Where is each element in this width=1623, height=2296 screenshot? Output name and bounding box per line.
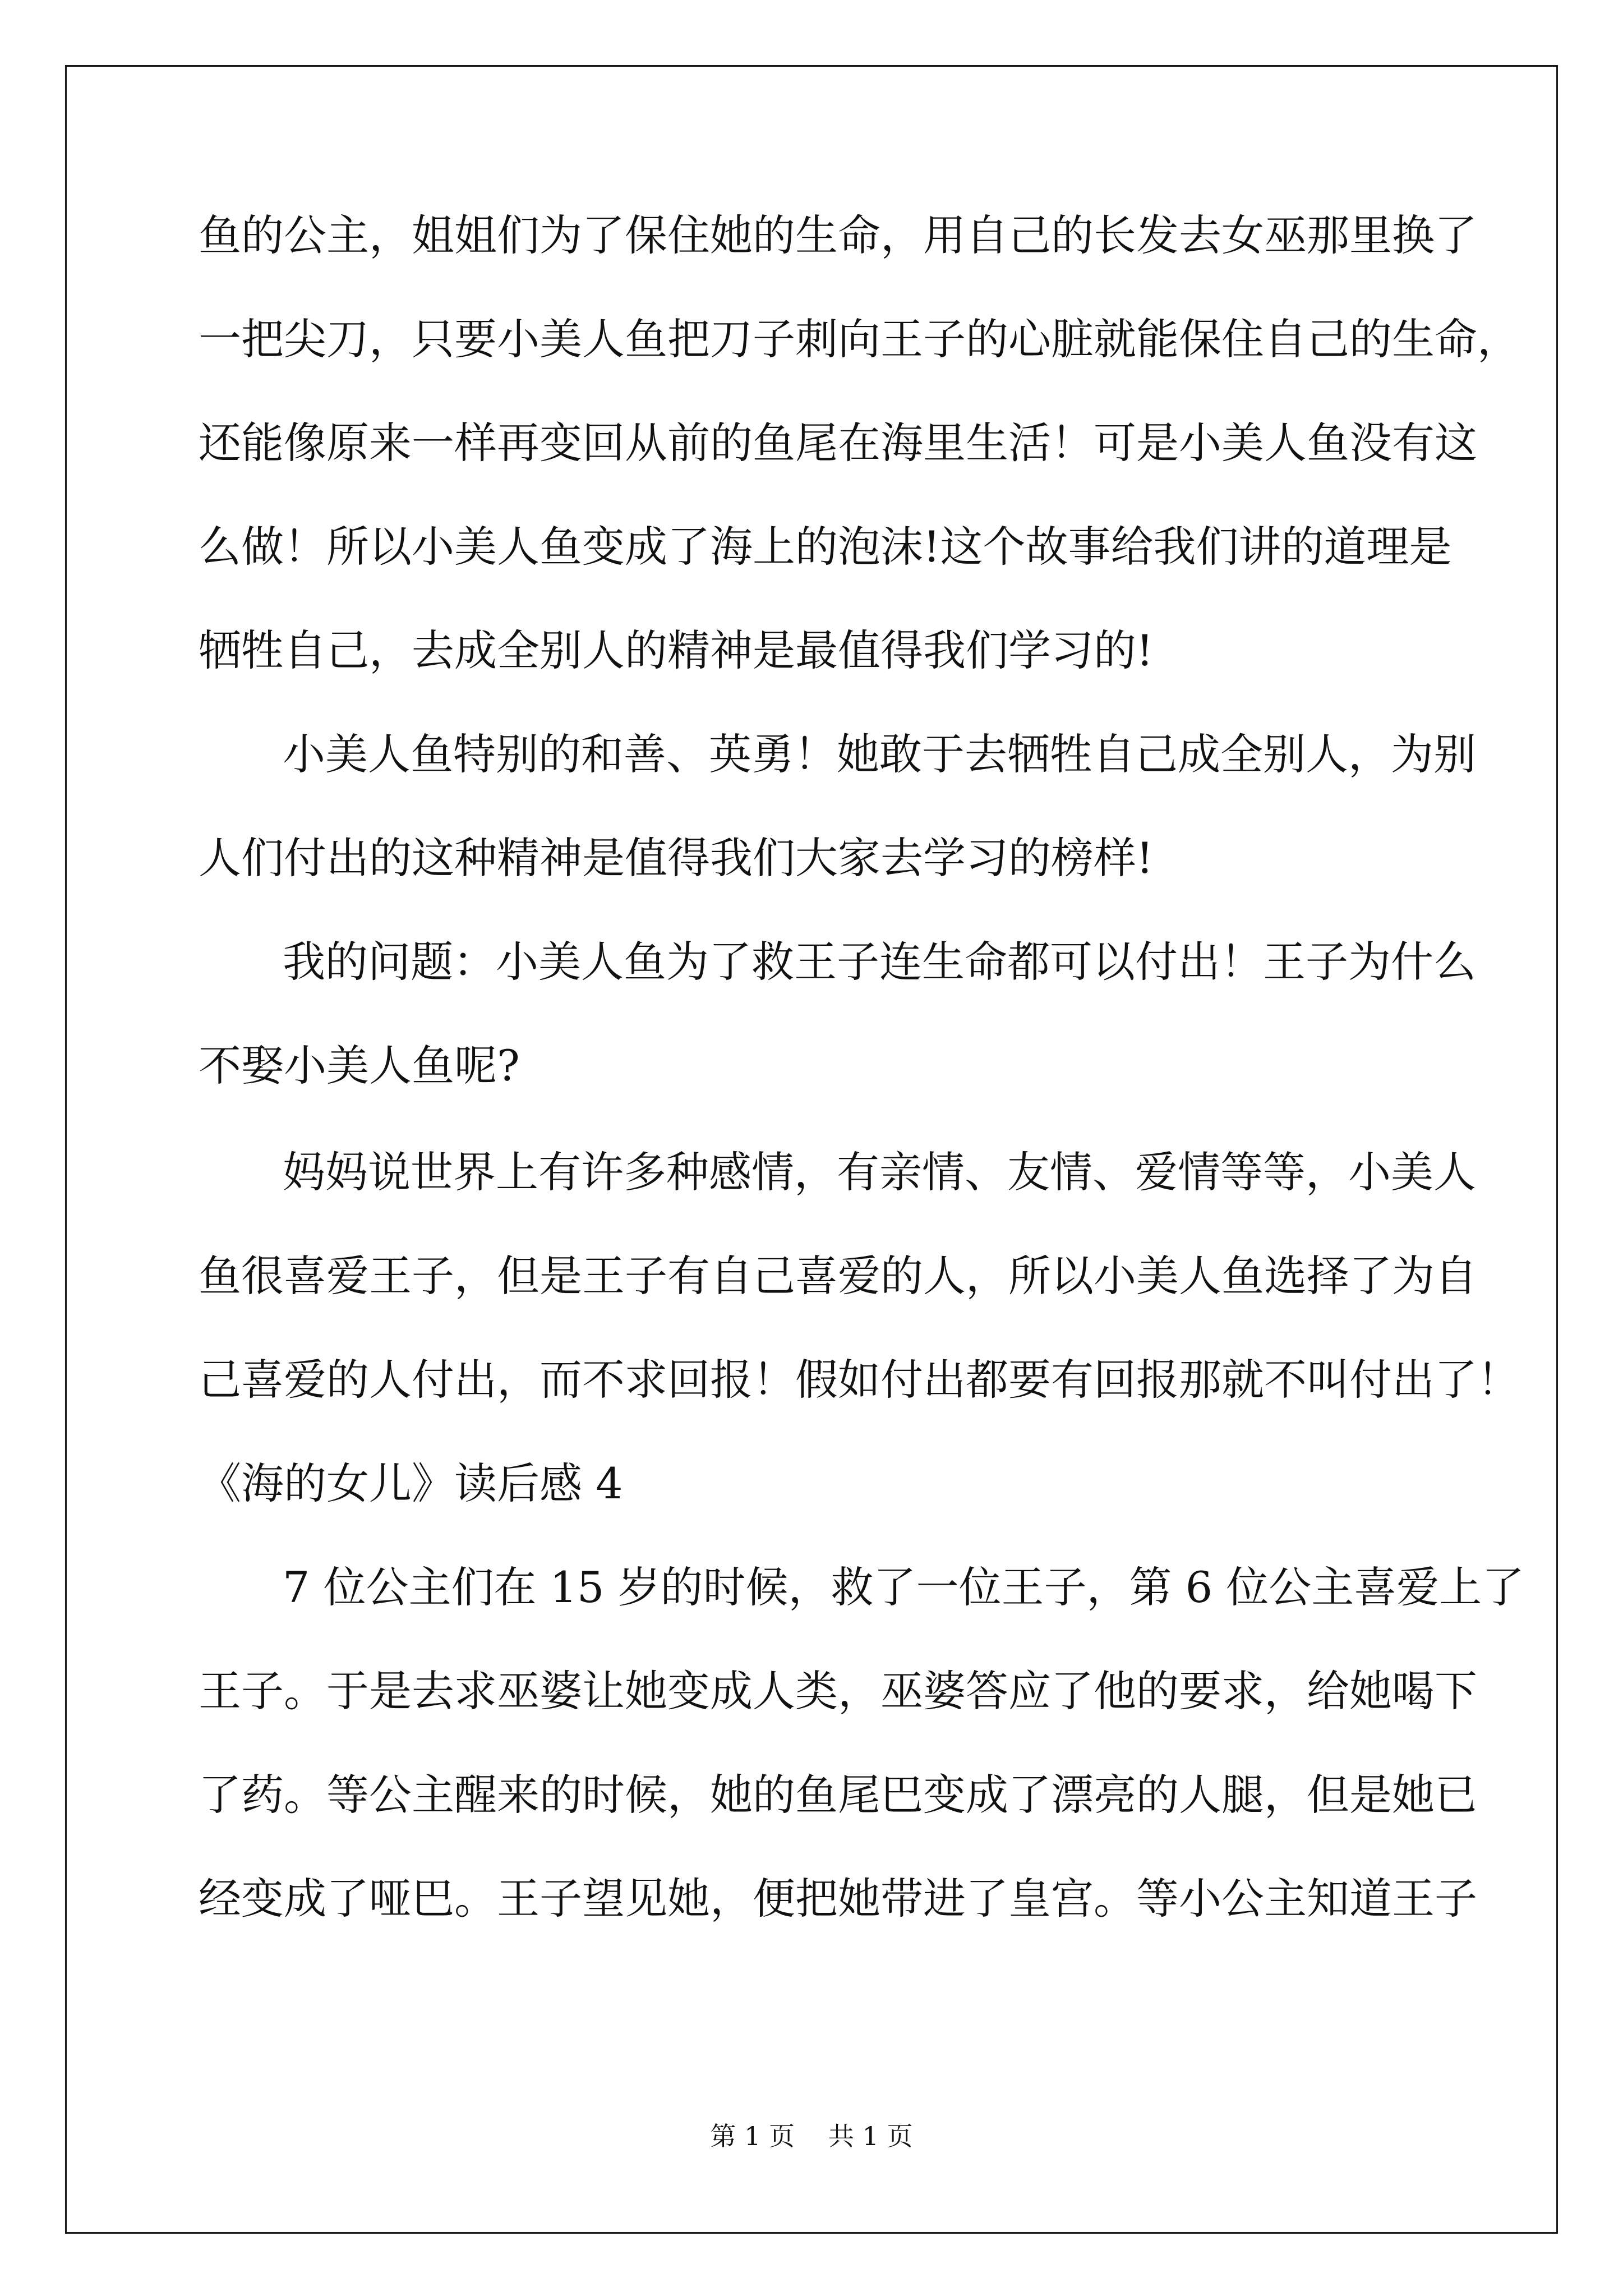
body-line-2: 一把尖刀，只要小美人鱼把刀子刺向王子的心脏就能保住自己的生命， bbox=[199, 314, 1520, 364]
body-line-1: 鱼的公主，姐姐们为了保住她的生命，用自己的长发去女巫那里换了 bbox=[199, 210, 1477, 260]
page-total: 共 1 页 bbox=[828, 2121, 913, 2151]
body-line-15: 了药。等公主醒来的时候，她的鱼尾巴变成了漂亮的人腿，但是她已 bbox=[199, 1770, 1477, 1820]
body-line-13: 7 位公主们在 15 岁的时候，救了一位王子，第 6 位公主喜爱上了 bbox=[283, 1562, 1525, 1612]
body-line-10: 妈妈说世界上有许多种感情，有亲情、友情、爱情等等，小美人 bbox=[283, 1147, 1476, 1197]
body-line-9: 不娶小美人鱼呢? bbox=[199, 1041, 520, 1091]
body-line-14: 王子。于是去求巫婆让她变成人类，巫婆答应了他的要求，给她喝下 bbox=[199, 1666, 1477, 1716]
page-footer bbox=[0, 2119, 1623, 2153]
body-line-16: 经变成了哑巴。王子望见她，便把她带进了皇宫。等小公主知道王子 bbox=[199, 1874, 1477, 1924]
body-line-6: 小美人鱼特别的和善、英勇！她敢于去牺牲自己成全别人，为别 bbox=[283, 729, 1476, 779]
body-line-11: 鱼很喜爱王子，但是王子有自己喜爱的人，所以小美人鱼选择了为自 bbox=[199, 1251, 1477, 1301]
body-line-8: 我的问题：小美人鱼为了救王子连生命都可以付出！王子为什么 bbox=[283, 937, 1476, 987]
body-line-4: 么做！所以小美人鱼变成了海上的泡沫!这个故事给我们讲的道理是 bbox=[199, 522, 1452, 572]
section-heading: 《海的女儿》读后感 4 bbox=[199, 1458, 623, 1508]
body-line-5: 牺牲自己，去成全别人的精神是最值得我们学习的! bbox=[199, 625, 1154, 675]
body-line-3: 还能像原来一样再变回从前的鱼尾在海里生活！可是小美人鱼没有这 bbox=[199, 418, 1477, 468]
page-number: 第 1 页 bbox=[710, 2121, 795, 2151]
body-line-7: 人们付出的这种精神是值得我们大家去学习的榜样! bbox=[199, 833, 1154, 883]
body-line-12: 己喜爱的人付出，而不求回报！假如付出都要有回报那就不叫付出了！ bbox=[199, 1355, 1520, 1405]
